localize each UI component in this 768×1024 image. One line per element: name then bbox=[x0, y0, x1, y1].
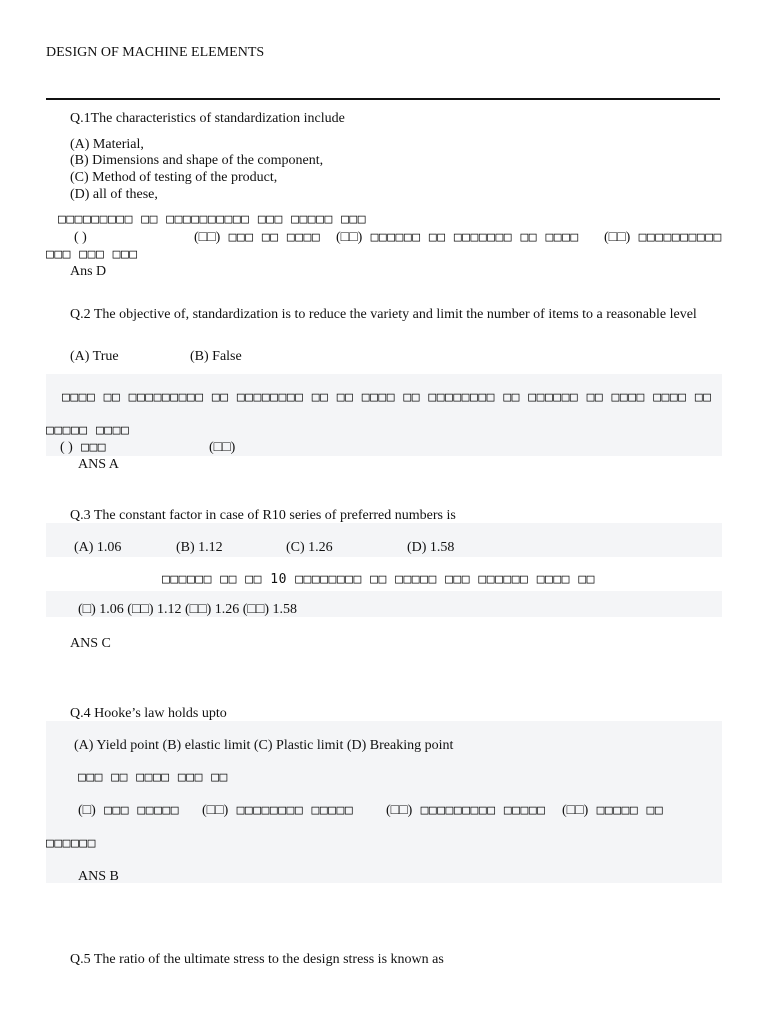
q2-answer: ANS A bbox=[78, 457, 119, 472]
q1-hindi-opt-d-paren: (□□) bbox=[604, 230, 631, 245]
header-divider bbox=[46, 98, 720, 100]
q4-hindi-opt-d-text: □□□□□ □□ bbox=[596, 803, 664, 818]
q3-hindi-options: (□) 1.06 (□□) 1.12 (□□) 1.26 (□□) 1.58 bbox=[78, 602, 297, 617]
q2-hindi-question-line2: □□□□□ □□□□ bbox=[46, 423, 130, 438]
q2-option-b: (B) False bbox=[190, 349, 242, 364]
q2-question: Q.2 The objective of, standardization is to reduce the variety and limit the number of items to a reasonable level bbox=[70, 307, 697, 322]
q3-option-d: (D) 1.58 bbox=[407, 540, 455, 555]
q4-hindi-opt-c-paren: (□□) bbox=[386, 803, 413, 818]
q3-option-a: (A) 1.06 bbox=[74, 540, 122, 555]
q2-hindi-block bbox=[46, 374, 722, 456]
q1-hindi-question: □□□□□□□□□ □□ □□□□□□□□□□ □□□ □□□□□ □□□ bbox=[58, 212, 367, 227]
q5-question: Q.5 The ratio of the ultimate stress to the design stress is known as bbox=[70, 952, 444, 967]
q4-hindi-opt-b-text: □□□□□□□□ □□□□□ bbox=[236, 803, 354, 818]
q2-hindi-opt-a-paren: ( ) bbox=[60, 440, 73, 455]
q4-hindi-opt-a bbox=[78, 802, 179, 819]
q1-hindi-opt-b-paren: (□□) bbox=[194, 230, 221, 245]
q4-hindi-opt-d-paren: (□□) bbox=[562, 803, 589, 818]
document-title: DESIGN OF MACHINE ELEMENTS bbox=[46, 45, 265, 60]
q3-question: Q.3 The constant factor in case of R10 series of preferred numbers is bbox=[70, 508, 456, 523]
q2-hindi-question-line1: □□□□ □□ □□□□□□□□□ □□ □□□□□□□□ □□ □□ □□□□ □□ □□□□□□□□ □□ □□□□□□ □□ □□□□ □□□□ □□ bbox=[62, 390, 712, 405]
q3-option-c: (C) 1.26 bbox=[286, 540, 333, 555]
q1-answer: Ans D bbox=[70, 264, 107, 279]
q2-hindi-opt-b bbox=[209, 439, 235, 456]
q4-hindi-opt-d bbox=[562, 802, 663, 819]
q3-answer: ANS C bbox=[70, 636, 111, 651]
q3-options-block bbox=[46, 523, 722, 557]
q1-hindi-opt-d-continued: □□□ □□□ □□□ bbox=[46, 247, 138, 262]
q1-hindi-opt-c bbox=[336, 229, 579, 246]
q2-hindi-opt-b-paren: (□□) bbox=[209, 440, 236, 455]
q3-option-b: (B) 1.12 bbox=[176, 540, 223, 555]
q4-hindi-opt-c-text: □□□□□□□□□ □□□□□ bbox=[420, 803, 546, 818]
q1-hindi-opt-c-text: □□□□□□ □□ □□□□□□□ □□ □□□□ bbox=[370, 230, 579, 245]
q4-hindi-opt-b bbox=[202, 802, 353, 819]
q1-hindi-opt-a-paren: ( ) bbox=[74, 230, 87, 245]
q4-hindi-opt-d-continued: □□□□□□ bbox=[46, 836, 96, 851]
q4-hindi-opt-a-paren: (□) bbox=[78, 803, 96, 818]
q4-hindi-question: □□□ □□ □□□□ □□□ □□ bbox=[78, 770, 228, 785]
q4-question: Q.4 Hooke’s law holds upto bbox=[70, 706, 227, 721]
q4-hindi-opt-c bbox=[386, 802, 545, 819]
q1-option-d: (D) all of these, bbox=[70, 187, 158, 202]
q2-hindi-opt-a bbox=[60, 439, 106, 456]
q1-hindi-opt-b-text: □□□ □□ □□□□ bbox=[228, 230, 321, 245]
q1-option-c: (C) Method of testing of the product, bbox=[70, 170, 278, 185]
q4-hindi-opt-b-paren: (□□) bbox=[202, 803, 229, 818]
q4-hindi-opt-a-text: □□□ □□□□□ bbox=[104, 803, 180, 818]
q4-options: (A) Yield point (B) elastic limit (C) Plastic limit (D) Breaking point bbox=[74, 738, 454, 753]
q1-hindi-options bbox=[74, 229, 87, 246]
q4-answer: ANS B bbox=[78, 869, 119, 884]
q1-question: Q.1The characteristics of standardization include bbox=[70, 111, 345, 126]
q1-option-b: (B) Dimensions and shape of the component, bbox=[70, 153, 324, 168]
q1-option-a: (A) Material, bbox=[70, 137, 144, 152]
q1-hindi-opt-c-paren: (□□) bbox=[336, 230, 363, 245]
q2-option-a: (A) True bbox=[70, 349, 119, 364]
q1-hindi-opt-d-text: □□□□□□□□□□ bbox=[638, 230, 722, 245]
q1-hindi-opt-d bbox=[604, 229, 722, 246]
q1-hindi-opt-b bbox=[194, 229, 320, 246]
q2-hindi-opt-a-text: □□□ bbox=[81, 440, 107, 455]
q3-hindi-question: □□□□□□ □□ □□ 10 □□□□□□□□ □□ □□□□□ □□□ □□□□□□ □□□□ □□ bbox=[162, 572, 595, 587]
